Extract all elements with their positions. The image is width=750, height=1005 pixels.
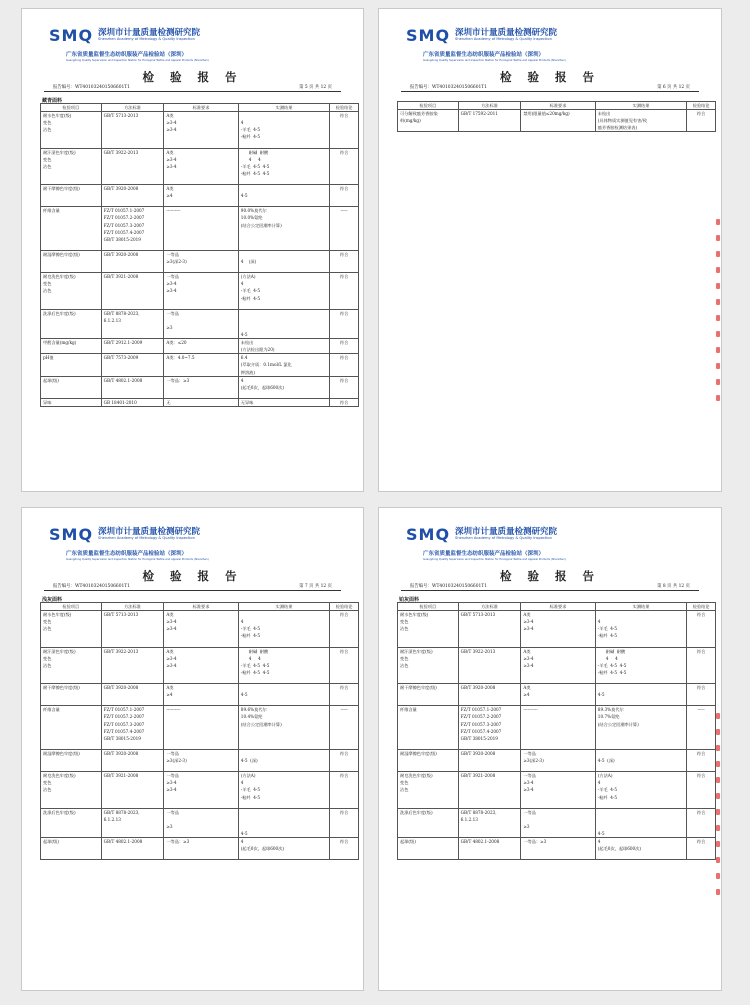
- cell-req: A类 ≥3-4 ≥3-4: [164, 647, 238, 684]
- cell-res: 89.3%莫代尔 10.7%氨纶 (结合公定回潮率计算): [595, 706, 686, 750]
- cell-item: 甲醛含量(mg/kg): [41, 339, 102, 354]
- column-header: 检验结论: [330, 104, 359, 112]
- table-row: [41, 148, 359, 185]
- cell-res: 未检出 (具体物质实测值见有害/致 癌芳香胺检测结果表): [595, 110, 686, 132]
- cell-method: FZ/T 01057.1-2007 FZ/T 01057.2-2007 FZ/T 01057.3-2007 FZ/T 01057.4-2007 GB/T 38015-2019: [101, 706, 164, 750]
- org-name-en: Shenzhen Academy of Metrology & Quality Inspection: [455, 37, 552, 42]
- table-row: [41, 309, 359, 338]
- table-row: [41, 772, 359, 809]
- cell-req: 一等品：≥3: [164, 376, 238, 398]
- cell-con: 符合: [687, 647, 716, 684]
- column-header: 实测结果: [238, 104, 329, 112]
- cell-item: 耐皂洗色牢度(级) 变色 沾色: [41, 772, 102, 809]
- page-number: 第 8 页 共 12 页: [657, 584, 690, 589]
- cell-item: 洗涤后色牢度(级): [398, 808, 459, 837]
- page-number: 第 6 页 共 12 页: [657, 85, 690, 90]
- org-name-cn: 深圳市计量质量检测研究院: [455, 526, 558, 537]
- cell-item: 异味: [41, 398, 102, 406]
- cell-req: 一等品：≥3: [164, 838, 238, 860]
- column-header: 方法标准: [101, 104, 164, 112]
- seal-edge-mark: [715, 219, 721, 411]
- cell-res: 无异味: [238, 398, 329, 406]
- report-page-6: [378, 8, 722, 492]
- cell-res: 90.0%莫代尔 10.0%氨纶 (结合公定回潮率计算): [238, 207, 329, 251]
- cell-item: 起球(级): [41, 838, 102, 860]
- cell-item: 起球(级): [398, 838, 459, 860]
- station-name-cn: 广东省质量监督生态纺织服装产品检验站（深圳）: [423, 551, 545, 557]
- cell-con: 符合: [330, 647, 359, 684]
- column-header: 实测结果: [595, 102, 686, 110]
- smq-logo: [49, 525, 200, 544]
- cell-res: 4 -羊毛 4-5 -粘纤 4-5: [595, 611, 686, 648]
- table-row: [398, 706, 716, 750]
- cell-res: (方法A) 4 -羊毛 4-5 -粘纤 4-5: [595, 772, 686, 809]
- cell-req: 一等品 ≥3: [164, 808, 238, 837]
- column-header: 方法标准: [458, 603, 521, 611]
- section-title: 藏青面料: [42, 98, 63, 104]
- table-row: [41, 749, 359, 771]
- cell-con: -----: [330, 207, 359, 251]
- cell-con: 符合: [330, 772, 359, 809]
- cell-item: 耐汗渍色牢度(级) 变色 沾色: [41, 647, 102, 684]
- cell-item: 纤维含量: [398, 706, 459, 750]
- cell-con: 符合: [330, 398, 359, 406]
- cell-req: 禁用(限量值≤20mg/kg): [521, 110, 595, 132]
- org-name-cn: 深圳市计量质量检测研究院: [98, 526, 201, 537]
- cell-item: 耐皂洗色牢度(级) 变色 沾色: [41, 273, 102, 310]
- inspection-table: [397, 101, 716, 132]
- cell-res: 未检出 (方法检出限为20): [238, 339, 329, 354]
- cell-method: GB/T 17592-2011: [458, 110, 521, 132]
- cell-method: GB/T 8878-2023, 6.1.2.13: [101, 808, 164, 837]
- logo-text: SMQ: [406, 525, 451, 544]
- cell-item: 起球(级): [41, 376, 102, 398]
- cell-method: GB 18401-2010: [101, 398, 164, 406]
- cell-item: 洗涤后色牢度(级): [41, 808, 102, 837]
- inspection-table: [397, 602, 716, 860]
- cell-req: A类 ≥3-4 ≥3-4: [521, 611, 595, 648]
- cell-req: A类 ≥4: [164, 684, 238, 706]
- cell-item: 耐湿摩擦色牢度(级): [398, 749, 459, 771]
- cell-req: A类：4.0~7.5: [164, 354, 238, 376]
- cell-res: 4-5: [238, 309, 329, 338]
- column-header: 检验项目: [41, 104, 102, 112]
- report-header: [379, 9, 721, 71]
- cell-method: GB/T 3921-2008: [101, 273, 164, 310]
- cell-req: 一等品 ≥3: [164, 309, 238, 338]
- header-divider: [44, 91, 341, 92]
- cell-con: 符合: [687, 749, 716, 771]
- station-name-en: Guangdong Quality Supervision and Inspection Station for Ecological Textile and Apparel Products (Shenzhen): [66, 557, 209, 561]
- cell-res: (方法A) 4 -羊毛 4-5 -粘纤 4-5: [238, 273, 329, 310]
- header-divider: [401, 590, 699, 591]
- cell-con: 符合: [687, 611, 716, 648]
- smq-logo: [406, 525, 557, 544]
- report-page-5: [21, 8, 364, 492]
- table-row: [398, 684, 716, 706]
- report-page-8: [378, 507, 722, 991]
- cell-res: 耐碱 耐酸 4 4 -羊毛 4-5 4-5 -粘纤 4-5 4-5: [238, 148, 329, 185]
- column-header: 检验项目: [398, 102, 459, 110]
- cell-con: 符合: [330, 148, 359, 185]
- org-name-en: Shenzhen Academy of Metrology & Quality Inspection: [455, 536, 552, 541]
- logo-text: SMQ: [49, 525, 94, 544]
- cell-item: 耐湿摩擦色牢度(级): [41, 749, 102, 771]
- cell-item: 耐汗渍色牢度(级) 变色 沾色: [41, 148, 102, 185]
- report-title: 检 验 报 告: [142, 70, 243, 84]
- report-header: [22, 9, 363, 71]
- smq-logo: [49, 26, 200, 45]
- cell-res: 4 (深): [238, 250, 329, 272]
- table-row: [41, 398, 359, 406]
- report-title: 检 验 报 告: [499, 70, 600, 84]
- table-row: [398, 808, 716, 837]
- report-number: 报告编号：WT401032401506601T1: [410, 85, 488, 90]
- cell-req: 一等品 ≥3-4 ≥3-4: [164, 772, 238, 809]
- cell-req: 一等品 ≥3: [521, 808, 595, 837]
- cell-method: GB/T 4802.1-2008: [101, 376, 164, 398]
- cell-con: -----: [687, 706, 716, 750]
- cell-method: GB/T 3921-2008: [101, 772, 164, 809]
- cell-method: GB/T 5713-2013: [101, 112, 164, 149]
- cell-method: GB/T 7573-2009: [101, 354, 164, 376]
- table-row: [41, 611, 359, 648]
- cell-res: 6.4 (萃取介质：0.1mol/L 氯化 钾溶液): [238, 354, 329, 376]
- cell-method: GB/T 3920-2008: [101, 185, 164, 207]
- cell-req: 无: [164, 398, 238, 406]
- header-divider: [401, 91, 699, 92]
- table-row: [41, 339, 359, 354]
- cell-method: GB/T 3920-2008: [101, 749, 164, 771]
- cell-method: GB/T 8878-2023, 6.1.2.13: [101, 309, 164, 338]
- cell-req: A类：≤20: [164, 339, 238, 354]
- org-name-en: Shenzhen Academy of Metrology & Quality Inspection: [98, 37, 195, 42]
- table-row: [41, 684, 359, 706]
- cell-method: GB/T 3922-2013: [101, 148, 164, 185]
- cell-method: GB/T 3920-2008: [101, 250, 164, 272]
- table-row: [41, 185, 359, 207]
- cell-req: 一等品 ≥3-4 ≥3-4: [521, 772, 595, 809]
- cell-item: 耐皂洗色牢度(级) 变色 沾色: [398, 772, 459, 809]
- cell-res: 4 (起毛0次，起球600次): [238, 838, 329, 860]
- cell-method: GB/T 3922-2013: [458, 647, 521, 684]
- table-row: [41, 376, 359, 398]
- cell-req: 一等品 ≥3-4 ≥3-4: [164, 273, 238, 310]
- cell-req: 一等品：≥3: [521, 838, 595, 860]
- section-title: 浅灰面料: [42, 597, 63, 603]
- cell-con: 符合: [330, 376, 359, 398]
- cell-res: 4-5: [238, 808, 329, 837]
- cell-res: 4 (起毛0次，起球600次): [595, 838, 686, 860]
- report-header: [379, 508, 721, 570]
- column-header: 方法标准: [458, 102, 521, 110]
- cell-item: 纤维含量: [41, 207, 102, 251]
- cell-method: GB/T 4802.1-2008: [458, 838, 521, 860]
- org-name-cn: 深圳市计量质量检测研究院: [455, 27, 558, 38]
- cell-req: A类 ≥3-4 ≥3-4: [521, 647, 595, 684]
- cell-item: 耐干摩擦色牢度(级): [41, 684, 102, 706]
- cell-item: 可分解致癌芳香胺染 料(mg/kg): [398, 110, 459, 132]
- report-number: 报告编号：WT401032401506601T1: [410, 584, 488, 589]
- org-name-en: Shenzhen Academy of Metrology & Quality Inspection: [98, 536, 195, 541]
- cell-res: 4-5: [238, 185, 329, 207]
- table-row: [41, 112, 359, 149]
- cell-con: 符合: [330, 185, 359, 207]
- cell-method: GB/T 2912.1-2009: [101, 339, 164, 354]
- column-header: 标准要求: [521, 102, 595, 110]
- report-title: 检 验 报 告: [142, 569, 243, 583]
- cell-method: FZ/T 01057.1-2007 FZ/T 01057.2-2007 FZ/T 01057.3-2007 FZ/T 01057.4-2007 GB/T 38015-2019: [101, 207, 164, 251]
- cell-item: 耐水色牢度(级) 变色 沾色: [398, 611, 459, 648]
- cell-con: 符合: [687, 838, 716, 860]
- station-name-cn: 广东省质量监督生态纺织服装产品检验站（深圳）: [66, 551, 188, 557]
- column-header: 检验项目: [41, 603, 102, 611]
- column-header: 方法标准: [101, 603, 164, 611]
- logo-text: SMQ: [406, 26, 451, 45]
- cell-req: ----------: [164, 706, 238, 750]
- cell-method: GB/T 8878-2023, 6.1.2.13: [458, 808, 521, 837]
- cell-con: 符合: [687, 684, 716, 706]
- table-row: [41, 207, 359, 251]
- cell-item: 耐干摩擦色牢度(级): [398, 684, 459, 706]
- column-header: 标准要求: [164, 603, 238, 611]
- table-row: [41, 250, 359, 272]
- table-row: [398, 838, 716, 860]
- cell-method: GB/T 4802.1-2008: [101, 838, 164, 860]
- column-header: 实测结果: [238, 603, 329, 611]
- cell-res: 89.6%莫代尔 10.4%氨纶 (结合公定回潮率计算): [238, 706, 329, 750]
- cell-req: 一等品 ≥3(深2-3): [521, 749, 595, 771]
- cell-method: FZ/T 01057.1-2007 FZ/T 01057.2-2007 FZ/T 01057.3-2007 FZ/T 01057.4-2007 GB/T 38015-2019: [458, 706, 521, 750]
- table-row: [41, 647, 359, 684]
- table-row: [398, 749, 716, 771]
- header-divider: [44, 590, 341, 591]
- cell-method: GB/T 3920-2008: [458, 749, 521, 771]
- section-title: 铂灰面料: [399, 597, 420, 603]
- cell-con: 符合: [687, 110, 716, 132]
- table-row: [41, 273, 359, 310]
- cell-res: 4-5: [238, 684, 329, 706]
- table-row: [398, 772, 716, 809]
- cell-con: 符合: [330, 611, 359, 648]
- cell-con: 符合: [330, 808, 359, 837]
- cell-res: 耐碱 耐酸 4 4 -羊毛 4-5 4-5 -粘纤 4-5 4-5: [595, 647, 686, 684]
- cell-item: pH值: [41, 354, 102, 376]
- cell-req: 一等品 ≥3(深2-3): [164, 749, 238, 771]
- cell-res: 4-5 (深): [595, 749, 686, 771]
- page-number: 第 5 页 共 12 页: [299, 85, 332, 90]
- cell-con: 符合: [330, 749, 359, 771]
- column-header: 标准要求: [164, 104, 238, 112]
- page-number: 第 7 页 共 12 页: [299, 584, 332, 589]
- column-header: 标准要求: [521, 603, 595, 611]
- cell-item: 耐水色牢度(级) 变色 沾色: [41, 611, 102, 648]
- report-page-7: [21, 507, 364, 991]
- table-row: [41, 706, 359, 750]
- cell-res: 4 -羊毛 4-5 -粘纤 4-5: [238, 112, 329, 149]
- cell-res: (方法A) 4 -羊毛 4-5 -粘纤 4-5: [238, 772, 329, 809]
- inspection-table: [40, 602, 359, 860]
- cell-method: GB/T 3920-2008: [101, 684, 164, 706]
- cell-res: 4 -羊毛 4-5 -粘纤 4-5: [238, 611, 329, 648]
- cell-req: A类 ≥4: [521, 684, 595, 706]
- report-header: [22, 508, 363, 570]
- cell-req: ----------: [521, 706, 595, 750]
- cell-method: GB/T 3922-2013: [101, 647, 164, 684]
- station-name-en: Guangdong Quality Supervision and Inspection Station for Ecological Textile and Apparel Products (Shenzhen): [423, 557, 566, 561]
- cell-con: 符合: [330, 250, 359, 272]
- column-header: 检验结论: [687, 102, 716, 110]
- cell-req: ----------: [164, 207, 238, 251]
- station-name-en: Guangdong Quality Supervision and Inspection Station for Ecological Textile and Apparel Products (Shenzhen): [66, 58, 209, 62]
- table-row: [41, 838, 359, 860]
- cell-item: 耐水色牢度(级) 变色 沾色: [41, 112, 102, 149]
- cell-req: A类 ≥3-4 ≥3-4: [164, 611, 238, 648]
- cell-item: 耐汗渍色牢度(级) 变色 沾色: [398, 647, 459, 684]
- station-name-cn: 广东省质量监督生态纺织服装产品检验站（深圳）: [66, 52, 188, 58]
- table-row: [398, 611, 716, 648]
- cell-con: 符合: [687, 772, 716, 809]
- station-name-cn: 广东省质量监督生态纺织服装产品检验站（深圳）: [423, 52, 545, 58]
- station-name-en: Guangdong Quality Supervision and Inspection Station for Ecological Textile and Apparel Products (Shenzhen): [423, 58, 566, 62]
- cell-con: 符合: [687, 808, 716, 837]
- table-row: [41, 808, 359, 837]
- cell-item: 纤维含量: [41, 706, 102, 750]
- cell-res: 4 (起毛0次，起球600次): [238, 376, 329, 398]
- cell-con: 符合: [330, 112, 359, 149]
- report-number: 报告编号：WT401032401506601T1: [53, 85, 131, 90]
- cell-res: 4-5: [595, 808, 686, 837]
- cell-con: 符合: [330, 339, 359, 354]
- cell-con: 符合: [330, 684, 359, 706]
- cell-req: A类 ≥3-4 ≥3-4: [164, 148, 238, 185]
- table-row: [398, 110, 716, 132]
- cell-method: GB/T 5713-2013: [458, 611, 521, 648]
- cell-req: A类 ≥3-4 ≥3-4: [164, 112, 238, 149]
- cell-res: 耐碱 耐酸 4 4 -羊毛 4-5 4-5 -粘纤 4-5 4-5: [238, 647, 329, 684]
- column-header: 实测结果: [595, 603, 686, 611]
- cell-res: 4-5 (深): [238, 749, 329, 771]
- cell-con: 符合: [330, 354, 359, 376]
- cell-con: -----: [330, 706, 359, 750]
- cell-con: 符合: [330, 309, 359, 338]
- cell-req: A类 ≥4: [164, 185, 238, 207]
- cell-method: GB/T 5713-2013: [101, 611, 164, 648]
- seal-edge-mark: [715, 713, 721, 905]
- column-header: 检验项目: [398, 603, 459, 611]
- org-name-cn: 深圳市计量质量检测研究院: [98, 27, 201, 38]
- cell-item: 耐干摩擦色牢度(级): [41, 185, 102, 207]
- cell-item: 洗涤后色牢度(级): [41, 309, 102, 338]
- cell-res: 4-5: [595, 684, 686, 706]
- table-row: [398, 647, 716, 684]
- cell-req: 一等品 ≥3(深2-3): [164, 250, 238, 272]
- cell-method: GB/T 3920-2008: [458, 684, 521, 706]
- cell-item: 耐湿摩擦色牢度(级): [41, 250, 102, 272]
- table-row: [41, 354, 359, 376]
- inspection-table: [40, 103, 359, 407]
- column-header: 检验结论: [687, 603, 716, 611]
- report-number: 报告编号：WT401032401506601T1: [53, 584, 131, 589]
- cell-method: GB/T 3921-2008: [458, 772, 521, 809]
- logo-text: SMQ: [49, 26, 94, 45]
- column-header: 检验结论: [330, 603, 359, 611]
- cell-con: 符合: [330, 273, 359, 310]
- report-title: 检 验 报 告: [499, 569, 600, 583]
- smq-logo: [406, 26, 557, 45]
- cell-con: 符合: [330, 838, 359, 860]
